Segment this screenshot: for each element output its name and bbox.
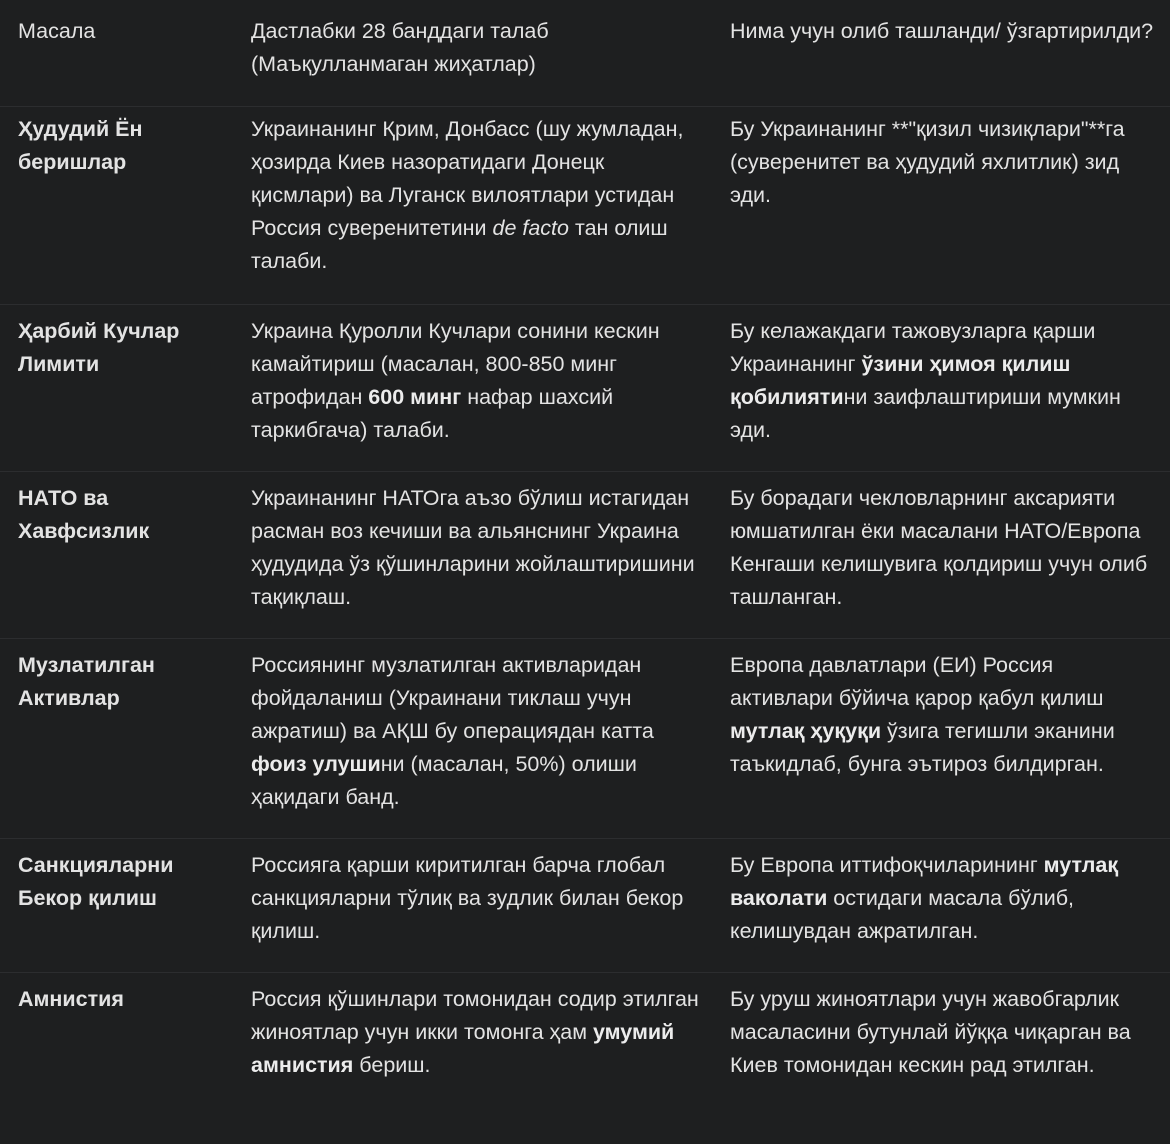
reason-bold-text: мутлақ ҳуқуқи (730, 719, 882, 743)
demand-text: бериш. (353, 1053, 431, 1077)
row-issue: Ҳарбий Кучлар Лимити (18, 319, 180, 376)
reason-bold-text: ўзини ҳимоя қилиш қобилияти (730, 352, 1071, 409)
row-demand (232, 113, 711, 278)
row-reason: Бу уруш жиноятлари учун жавобгарлик масаласини бутунлай йўққа чиқарган ва Киев томонидан кескин рад этилган. (730, 987, 1131, 1077)
table-row (0, 107, 1170, 305)
row-demand (232, 315, 711, 447)
header-issue: Масала (18, 19, 96, 43)
demand-text: Россия қўшинлари томонидан содир этилган жиноятлар учун икки томонга ҳам (251, 987, 699, 1044)
row-issue: Ҳудудий Ён беришлар (18, 117, 143, 174)
reason-text: Бу келажакдаги тажовузларга қарши Украинанинг (730, 319, 1096, 376)
demand-text: Украина Қуролли Кучлари сонини кескин камайтириш (масалан, 800-850 минг атрофидан (251, 319, 660, 409)
header-reason: Нима учун олиб ташланди/ ўзгартирилди? (730, 19, 1154, 43)
reason-text: ни заифлаштириши мумкин эди. (730, 385, 1121, 442)
reason-text: Европа давлатлари (ЕИ) Россия активлари бўйича қарор қабул қилиш (730, 653, 1104, 710)
table-row (0, 839, 1170, 973)
row-issue: Музлатилган Активлар (18, 653, 155, 710)
row-demand (232, 983, 711, 1082)
table-header-row (0, 0, 1170, 107)
row-reason: Бу борадаги чекловларнинг аксарияти юмшатилган ёки масалани НАТО/Европа Кенгаши келишувига қолдириш учун олиб ташланган. (730, 486, 1148, 609)
table-row (0, 973, 1170, 1096)
row-reason (711, 315, 1170, 447)
table-row (0, 639, 1170, 839)
row-demand: Россияга қарши киритилган барча глобал санкцияларни тўлиқ ва зудлик билан бекор қилиш. (251, 853, 684, 943)
demand-text: Россиянинг музлатилган активларидан фойдаланиш (Украинани тиклаш учун ажратиш) ва АҚШ бу операциядан катта (251, 653, 654, 743)
demand-bold-text: 600 минг (368, 385, 462, 409)
demand-bold-text: фоиз улуши (251, 752, 381, 776)
header-initial-demand: Дастлабки 28 банддаги талаб (Маъқулланмаган жиҳатлар) (251, 19, 549, 76)
row-reason (711, 649, 1170, 814)
demand-text: ни (масалан, 50%) олиши ҳақидаги банд. (251, 752, 637, 809)
row-reason: Бу Украинанинг **"қизил чизиқлари"**га (суверенитет ва ҳудудий яхлитлик) зид эди. (730, 117, 1125, 207)
demand-bold-text: умумий амнистия (251, 1020, 675, 1077)
reason-bold-text: мутлақ ваколати (730, 853, 1119, 910)
row-demand (232, 649, 711, 814)
row-issue: Санкцияларни Бекор қилиш (18, 853, 174, 910)
demand-text: Украинанинг Қрим, Донбасс (шу жумладан, ҳозирда Киев назоратидаги Донецк қисмлари) ва Луганск вилоятлари устидан Россия суверенитетини (251, 117, 684, 240)
demand-text: нафар шахсий таркибгача) талаби. (251, 385, 614, 442)
reason-text: остидаги масала бўлиб, келишувдан ажратилган. (730, 886, 1075, 943)
reason-text: Бу Европа иттифоқчиларининг (730, 853, 1044, 877)
table-row (0, 305, 1170, 472)
demand-italic-text: de facto (492, 216, 569, 240)
row-demand: Украинанинг НАТОга аъзо бўлиш истагидан расман воз кечиши ва альянснинг Украина ҳудудида ўз қўшинларини жойлаштиришини тақиқлаш. (251, 486, 695, 609)
demand-text: тан олиш талаби. (251, 216, 668, 273)
reason-text: ўзига тегишли эканини таъкидлаб, бунга эътироз билдирган. (730, 719, 1115, 776)
table-row (0, 472, 1170, 639)
row-reason (711, 849, 1170, 948)
row-issue: НАТО ва Хавфсизлик (18, 486, 150, 543)
row-issue: Амнистия (18, 987, 124, 1011)
